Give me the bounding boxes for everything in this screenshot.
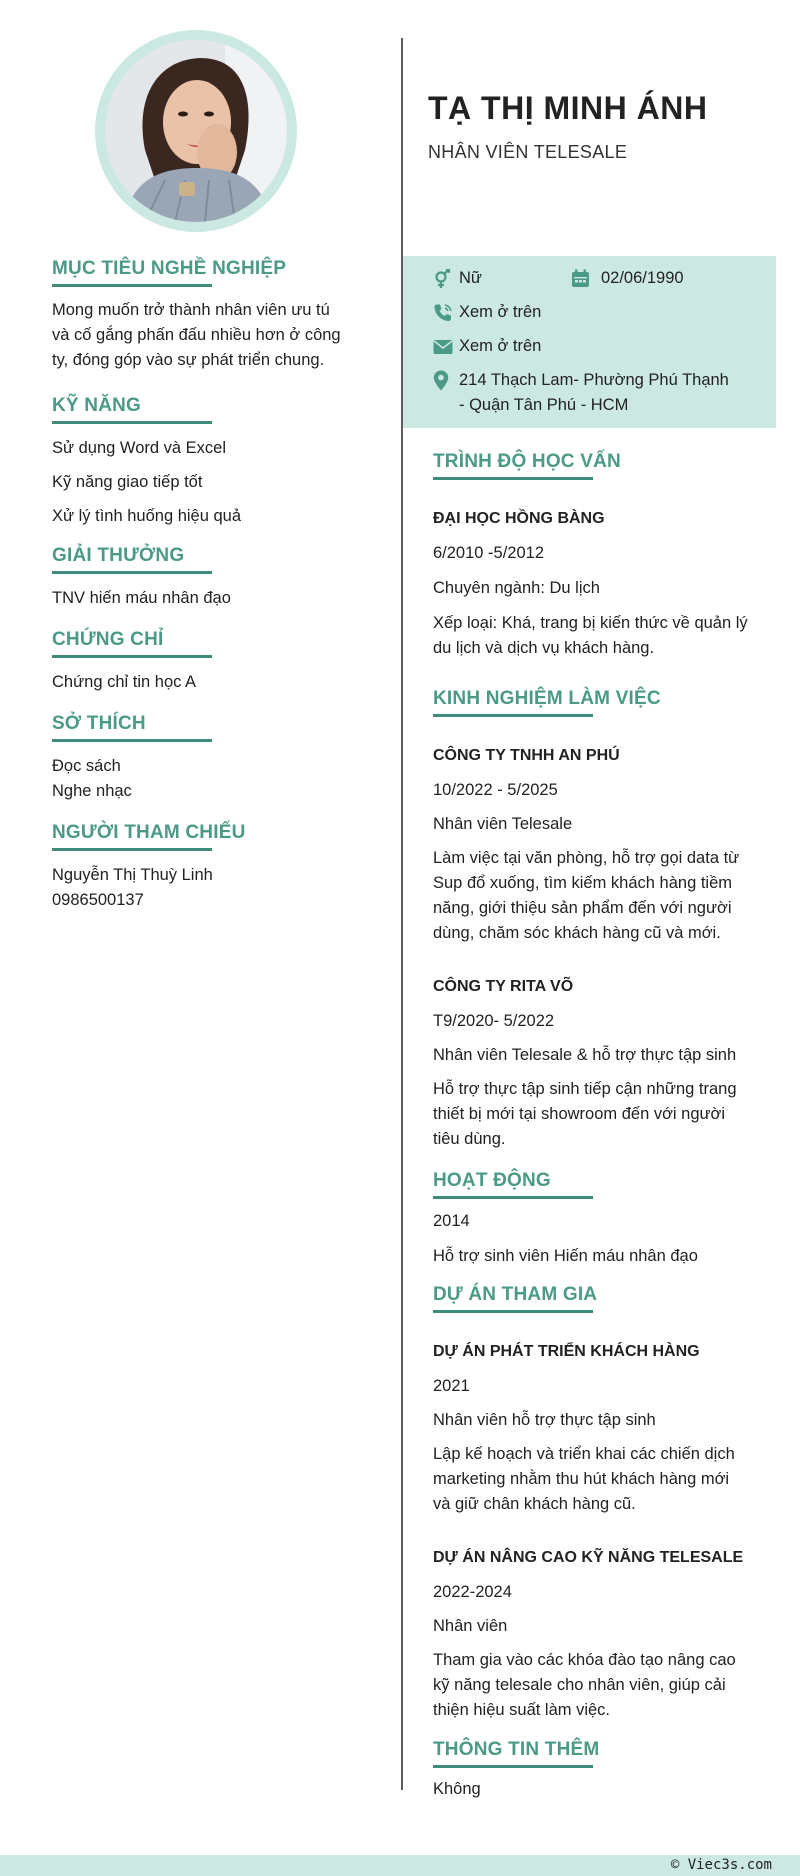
skill-item: Xử lý tình huống hiệu quả [52,507,242,525]
job-desc-line: thiết bị mới tại showroom đến với người [433,1105,726,1123]
skills-title: KỸ NĂNG [52,395,142,416]
objective-line: và cố gắng phấn đấu nhiều hơn ở công [52,326,341,344]
project-name: DỰ ÁN NÂNG CAO KỸ NĂNG TELESALE [433,1549,744,1566]
skills-section [52,392,362,529]
contact-phone [433,300,541,325]
section-underline [433,714,593,717]
experience-title: KINH NGHIỆM LÀM VIỆC [433,688,661,709]
experience-entry [433,745,763,946]
contact-address [433,368,729,418]
job-desc-line: Hỗ trợ thực tập sinh tiếp cận những trang [433,1080,737,1098]
project-role: Nhân viên [433,1617,508,1635]
section-underline [433,477,593,480]
project-desc-line: thiện hiệu suất làm việc. [433,1701,611,1719]
reference-name: Nguyễn Thị Thuỳ Linh [52,866,213,884]
activity-year: 2014 [433,1212,470,1230]
skill-item: Sử dụng Word và Excel [52,439,226,457]
activities-section [433,1167,763,1269]
project-desc-line: Lập kế hoạch và triển khai các chiến dịch [433,1445,735,1463]
contact-email [433,334,541,359]
project-role: Nhân viên hỗ trợ thực tập sinh [433,1411,656,1429]
award-item: TNV hiến máu nhân đạo [52,589,231,607]
contact-gender [433,266,482,291]
certificate-item: Chứng chỉ tin học A [52,673,197,691]
address-line: 214 Thạch Lam- Phường Phú Thạnh [459,371,729,389]
project-name: DỰ ÁN PHÁT TRIỂN KHÁCH HÀNG [433,1343,700,1360]
location-pin-icon [433,368,459,393]
extra-info-value: Không [433,1780,481,1798]
section-underline [433,1196,593,1199]
references-section [52,819,362,913]
calendar-icon [571,266,601,291]
project-entry [433,1341,763,1517]
avatar-ring [95,30,297,232]
experience-section [433,685,763,1152]
education-period: 6/2010 -5/2012 [433,544,545,562]
job-desc-line: năng, giới thiệu sản phẩm đến với người [433,899,732,917]
section-underline [433,1765,593,1768]
job-desc-line: Sup đổ xuống, tìm kiếm khách hàng tiềm [433,874,732,892]
address-line: - Quận Tân Phú - HCM [459,396,629,414]
candidate-name: TẠ THỊ MINH ÁNH [428,90,708,126]
extra-info-title: THÔNG TIN THÊM [433,1739,600,1760]
education-grade-line: du lịch và dịch vụ khách hàng. [433,639,655,657]
project-entry [433,1547,763,1723]
company-name: CÔNG TY RITA VÕ [433,978,574,995]
job-role: Nhân viên Telesale & hỗ trợ thực tập sinh [433,1046,737,1064]
job-desc-line: Làm việc tại văn phòng, hỗ trợ gọi data từ [433,849,740,867]
project-desc-line: marketing nhằm thu hút khách hàng mới [433,1470,730,1488]
footer-bar [0,1855,800,1876]
section-underline [433,1310,593,1313]
reference-phone: 0986500137 [52,891,144,909]
section-underline [52,571,212,574]
gender-value: Nữ [459,269,482,287]
job-period: 10/2022 - 5/2025 [433,781,558,799]
projects-section [433,1281,763,1723]
project-desc-line: kỹ năng telesale cho nhân viên, giúp cải [433,1676,726,1694]
extra-info-section [433,1736,763,1802]
job-desc-line: dùng, chăm sóc khách hàng cũ và mới. [433,924,721,942]
objective-section [52,255,362,373]
section-underline [52,421,212,424]
company-name: CÔNG TY TNHH AN PHÚ [433,747,620,764]
education-title: TRÌNH ĐỘ HỌC VẤN [433,451,621,472]
phone-icon [433,300,459,325]
section-underline [52,284,212,287]
awards-section [52,542,362,611]
project-desc-line: và giữ chân khách hàng cũ. [433,1495,636,1513]
activities-title: HOẠT ĐỘNG [433,1170,551,1191]
project-period: 2022-2024 [433,1583,512,1601]
section-underline [52,739,212,742]
envelope-icon [433,334,459,359]
section-underline [52,655,212,658]
email-value: Xem ở trên [459,337,542,355]
education-section [433,448,763,661]
avatar-photo [105,40,287,222]
right-column [433,448,763,1802]
contact-panel [403,256,776,428]
hobbies-section [52,710,362,804]
school-name: ĐẠI HỌC HỒNG BÀNG [433,510,605,527]
projects-title: DỰ ÁN THAM GIA [433,1284,598,1305]
project-desc-line: Tham gia vào các khóa đào tạo nâng cao [433,1651,736,1669]
contact-birthdate [571,266,684,291]
avatar [105,40,287,222]
hobby-item: Nghe nhạc [52,782,132,800]
job-desc-line: tiêu dùng. [433,1130,506,1148]
job-role: Nhân viên Telesale [433,815,573,833]
objective-line: ty, đóng góp vào sự phát triển chung. [52,351,325,369]
education-major: Chuyên ngành: Du lịch [433,579,600,597]
hobbies-title: SỞ THÍCH [52,713,146,734]
activity-desc: Hỗ trợ sinh viên Hiến máu nhân đạo [433,1247,698,1265]
gender-icon [433,266,459,291]
certificates-section [52,626,362,695]
awards-title: GIẢI THƯỞNG [52,545,185,566]
project-period: 2021 [433,1377,470,1395]
job-period: T9/2020- 5/2022 [433,1012,555,1030]
left-column [52,255,362,913]
hobby-item: Đọc sách [52,757,121,775]
education-grade-line: Xếp loại: Khá, trang bị kiến thức về quản lý [433,614,748,632]
experience-entry [433,976,763,1152]
candidate-job-title: NHÂN VIÊN TELESALE [428,142,628,162]
birthdate-value: 02/06/1990 [601,269,684,287]
section-underline [52,848,212,851]
watermark-text: © Viec3s.com [670,1857,772,1873]
references-title: NGƯỜI THAM CHIẾU [52,822,246,843]
skill-item: Kỹ năng giao tiếp tốt [52,473,203,491]
objective-line: Mong muốn trở thành nhân viên ưu tú [52,301,330,319]
phone-value: Xem ở trên [459,303,542,321]
objective-title: MỤC TIÊU NGHỀ NGHIỆP [52,258,287,279]
certificates-title: CHỨNG CHỈ [52,629,164,650]
